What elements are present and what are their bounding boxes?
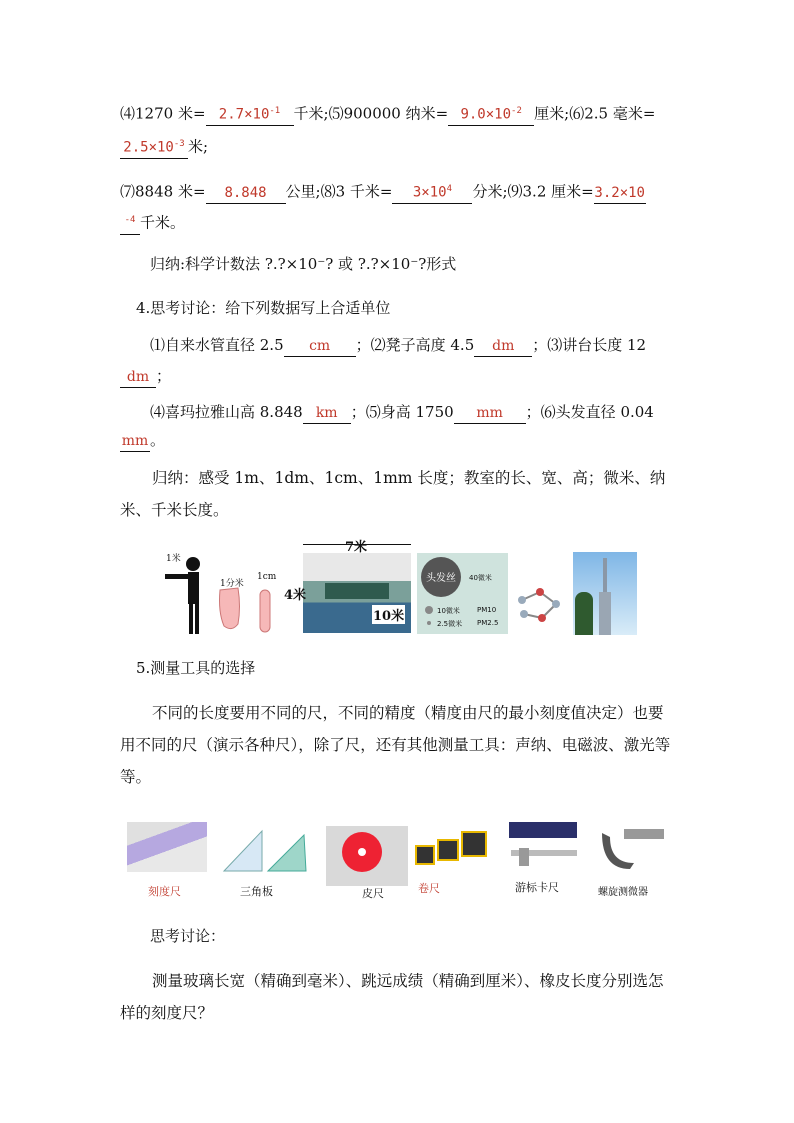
answer-blank: -4: [120, 210, 140, 235]
label-set-square: 三角板: [240, 885, 273, 898]
tower-photo: [573, 552, 637, 635]
answer-blank: mm: [454, 403, 526, 424]
conversion-line-2: ⑺8848 米= 8.848 公里;⑻3 千米= $3\times 10^4$ 分米;⑼3.2 厘米=3.2×10: [120, 179, 646, 204]
vernier-caliper-icon: [505, 820, 581, 876]
set-square-icon: [218, 825, 310, 875]
discussion-title: 思考讨论：: [150, 927, 226, 945]
steel-tape-icon: [414, 826, 496, 874]
answer-blank: dm: [120, 367, 156, 388]
units-line-1b: dm ；: [120, 366, 171, 388]
label-1m: 1米: [166, 554, 181, 564]
label-vernier: 游标卡尺: [515, 881, 559, 894]
hair-40um: 40微米: [469, 574, 492, 582]
label-ruler: 刻度尺: [148, 885, 181, 898]
answer-blank: mm: [120, 431, 150, 452]
hand-icon: [216, 582, 242, 632]
micrometer-icon: [594, 823, 668, 875]
discussion-paragraph: 测量玻璃长宽（精确到毫米）、跳远成绩（精确到厘米）、橡皮长度分别选怎样的刻度尺？: [120, 972, 664, 1022]
section5-paragraph: 不同的长度要用不同的尺，不同的精度（精度由尺的最小刻度值决定）也要用不同的尺（演示各种尺），除了尺，还有其他测量工具：声纳、电磁波、激光等等。: [120, 704, 671, 786]
answer-blank: cm: [284, 336, 356, 357]
hair-pm-diagram: 头发丝 40微米 10微米 PM10 2.5微米 PM2.5: [417, 553, 508, 634]
width-arrow: [303, 544, 411, 545]
tape-measure-image: [326, 826, 408, 886]
label-1cm: 1cm: [257, 572, 277, 582]
answer-blank: 8.848: [206, 183, 286, 204]
conversion-line-2b: $^{-4}$ 千米。: [120, 210, 185, 235]
answer-blank: $3\times 10^4$: [392, 179, 472, 204]
label-7m: 7米: [345, 540, 368, 555]
label-1dm: 1分米: [220, 579, 244, 589]
summary-length-feel: 归纳：感受 1m、1dm、1cm、1mm 长度；教室的长、宽、高；微米、纳米、千米长度。: [120, 469, 666, 519]
answer-blank: $2.7\times 10^{-1}$: [206, 101, 294, 126]
units-line-1: ⑴自来水管直径 2.5 cm ；⑵凳子高度 4.5 dm ；⑶讲台长度 12: [150, 335, 646, 357]
label-steel-tape: 卷尺: [418, 882, 440, 895]
units-line-2b: mm 。: [120, 430, 165, 452]
answer-blank: $9.0\times 10^{-2}$: [448, 101, 534, 126]
molecule-icon: [512, 580, 568, 630]
ruler-image: [127, 822, 207, 872]
answer-blank: dm: [474, 336, 532, 357]
answer-blank: 3.2×10: [594, 183, 646, 204]
finger-icon: [258, 588, 272, 634]
conversion-line-1b: $2.5\times 10^{-3}$ 米;: [120, 134, 208, 159]
answer-blank: $2.5\times 10^{-3}$: [120, 134, 188, 159]
section5-title: 5.测量工具的选择: [136, 659, 256, 677]
answer-blank: km: [303, 403, 351, 424]
label-10m: 10米: [372, 605, 405, 624]
label-micrometer: 螺旋测微器: [598, 887, 648, 898]
summary-scientific-notation: 归纳:科学计数法 ?.?×10⁻? 或 ?.?×10⁻?形式: [150, 255, 457, 273]
section4-title: 4.思考讨论：给下列数据写上合适单位: [136, 299, 391, 317]
label-tape: 皮尺: [362, 887, 384, 900]
conversion-line-1: ⑷1270 米= $2.7\times 10^{-1}$ 千米;⑸900000 纳米= $9.0\times 10^{-2}$ 厘米;⑹2.5 毫米=: [120, 101, 655, 126]
text: ⑷1270 米=: [120, 104, 206, 123]
label-4m: 4米: [284, 588, 307, 603]
units-line-2: ⑷喜玛拉雅山高 8.848 km ；⑸身高 1750 mm ；⑹头发直径 0.04: [150, 402, 654, 424]
hair-label: 头发丝: [426, 573, 456, 584]
